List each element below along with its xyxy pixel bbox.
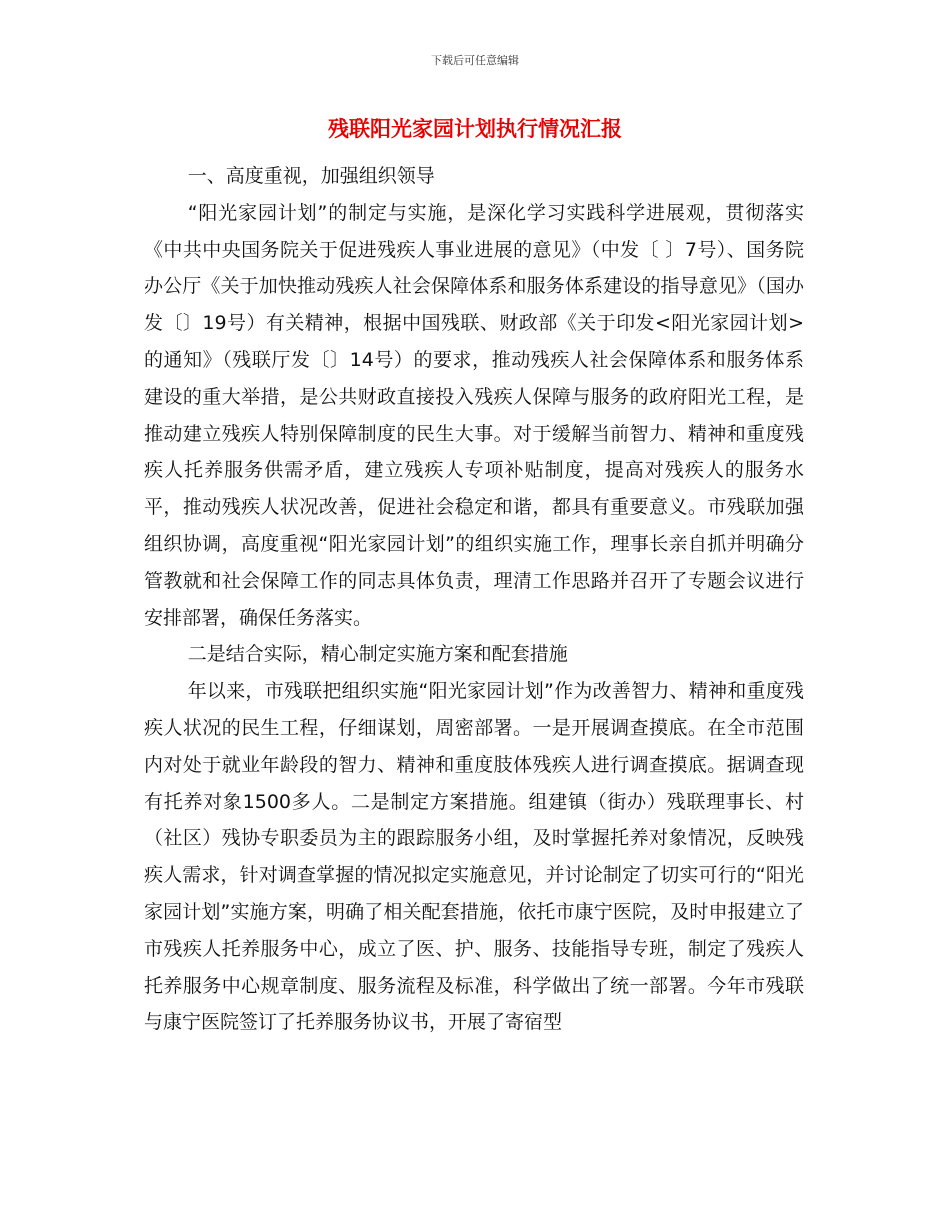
section-heading-1: 一、高度重视，加强组织领导 <box>187 165 435 187</box>
document-title: 残联阳光家园计划执行情况汇报 <box>328 116 622 141</box>
document-body <box>144 158 804 1041</box>
paragraph-1: “阳光家园计划”的制定与实施，是深化学习实践科学进展观，贯彻落实《中共中央国务院关于促进残疾人事业进展的意见》（中发〔 〕7号）、国务院办公厅《关于加快推动残疾人社会保障体系和服务体系建设的指导意见》（国办发〔〕19号）有关精神，根据中国残联、财政部《关于印发<阳光家园计划>的通知》（残联厅发〔〕14号）的要求，推动残疾人社会保障体系和服务体系建设的重大举措，是公共财政直接投入残疾人保障与服务的政府阳光工程，是推动建立残疾人特别保障制度的民生大事。对于缓解当前智力、精神和重度残疾人托养服务供需矛盾，建立残疾人专项补贴制度，提高对残疾人的服务水平，推动残疾人状况改善，促进社会稳定和谐，都具有重要意义。市残联加强组织协调，高度重视“阳光家园计划”的组织实施工作，理事长亲自抓并明确分管教就和社会保障工作的同志具体负责，理清工作思路并召开了专题会议进行安排部署，确保任务落实。 <box>144 201 804 629</box>
section-heading-2: 二是结合实际，精心制定实施方案和配套措施 <box>187 643 568 666</box>
header-note: 下载后可任意编辑 <box>431 54 519 67</box>
paragraph-2: 年以来，市残联把组织实施“阳光家园计划”作为改善智力、精神和重度残疾人状况的民生工程，仔细谋划，周密部署。一是开展调查摸底。在全市范围内对处于就业年龄段的智力、精神和重度肢体残疾人进行调查摸底。据调查现有托养对象1500多人。二是制定方案措施。组建镇（街办）残联理事长、村（社区）残协专职委员为主的跟踪服务小组，及时掌握托养对象情况，反映残疾人需求，针对调查掌握的情况拟定实施意见，并讨论制定了切实可行的“阳光家园计划”实施方案，明确了相关配套措施，依托市康宁医院，及时申报建立了市残疾人托养服务中心，成立了医、护、服务、技能指导专班，制定了残疾人托养服务中心规章制度、服务流程及标准，科学做出了统一部署。今年市残联与康宁医院签订了托养服务协议书，开展了寄宿型 <box>144 680 804 1034</box>
